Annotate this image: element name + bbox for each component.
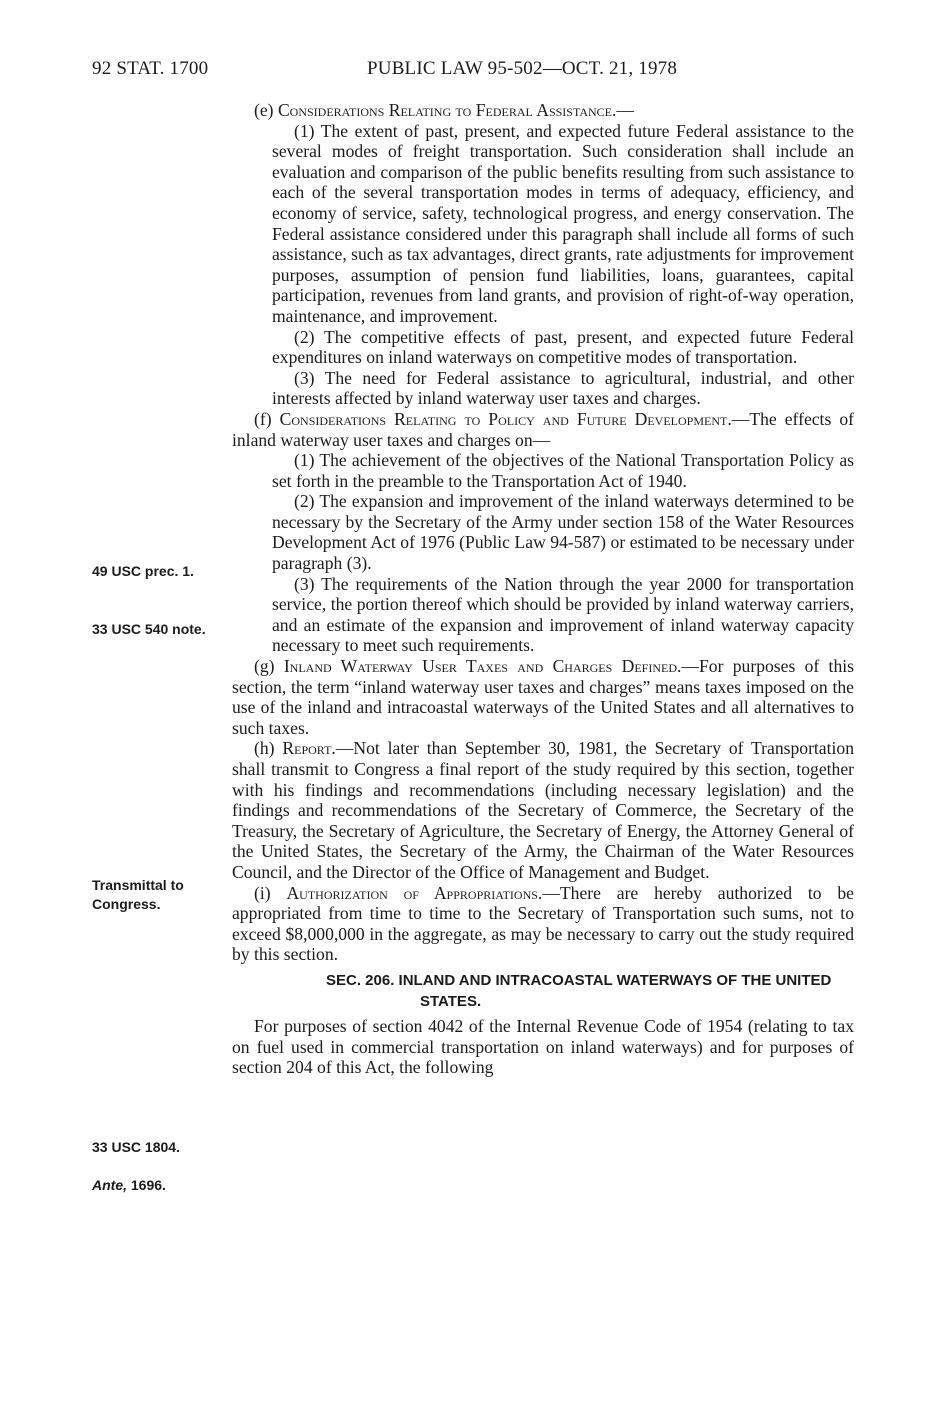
paragraph-f [232, 409, 854, 450]
paragraph-e-dash: — [616, 100, 634, 120]
paragraph-f1: (1) The achievement of the objectives of the National Transportation Policy as set forth in the preamble to the Transportation Act of 1940. [272, 450, 854, 491]
margin-note-transmittal: Transmittal to Congress. [92, 877, 184, 912]
page-number: 92 STAT. 1700 [92, 58, 209, 79]
paragraph-h [232, 738, 854, 882]
paragraph-i-text: —There are hereby authorized to be appropriated from time to time to the Secretary of Transportation such sums, not to exceed $8,000,000 in the aggregate, as may be necessary to carry out the study required by this section. [232, 882, 854, 965]
section-206-text: For purposes of section 4042 of the Internal Revenue Code of 1954 (relating to tax on fuel used in commercial transportation on inland waterways) and for purposes of section 204 of this Act, the following [232, 1016, 854, 1078]
paragraph-g [232, 656, 854, 738]
paragraph-e3: (3) The need for Federal assistance to agricultural, industrial, and other interests affected by inland waterway user taxes and charges. [272, 367, 854, 409]
paragraph-e-label: (e) [254, 100, 278, 120]
paragraph-e1: (1) The extent of past, present, and expected future Federal assistance to the several modes of freight transportation. Such consideration shall include an evaluation and comparison of the public benefits resulting from such assistance to each of the several transportation modes in terms of adequacy, efficiency, and economy of service, safety, technological progress, and energy conservation. The Federal assistance considered under this paragraph shall include all forms of such assistance, such as tax advantages, direct grants, rate adjustments for improvement purposes, assumption of pension fund liabilities, loans, guarantees, capital participation, revenues from land grants, and provision of right-of-way operation, maintenance, and improvement. [272, 120, 854, 326]
margin-note-33-usc-540: 33 USC 540 note. [92, 621, 206, 637]
margin-note-33-usc-1804: 33 USC 1804. [92, 1139, 180, 1155]
paragraph-e2: (2) The competitive effects of past, present, and expected future Federal expenditures on inland waterways on competitive modes of transportation. [272, 326, 854, 368]
paragraph-h-title: Report. [282, 738, 336, 759]
paragraph-i-label: (i) [254, 882, 287, 903]
margin-note-49-usc: 49 USC prec. 1. [92, 563, 194, 579]
section-206-heading: SEC. 206. INLAND AND INTRACOASTAL WATERWAYS OF THE UNITED STATES. [326, 971, 832, 1010]
margin-note-ante-page: 1696. [127, 1177, 166, 1193]
paragraph-f-title: Considerations Relating to Policy and Future Development. [279, 408, 732, 429]
paragraph-g-text: —For purposes of this section, the term “inland waterway user taxes and charges” means taxes imposed on the use of the inland and intracoastal waterways of the United States and all alternatives to such taxes. [232, 656, 854, 738]
statute-text [232, 100, 854, 1078]
paragraph-i-title: Authorization of Appropriations. [286, 882, 543, 903]
paragraph-h-label: (h) [254, 738, 283, 759]
paragraph-f3: (3) The requirements of the Nation through the year 2000 for transportation service, the portion thereof which should be provided by inland waterway carriers, and an estimate of the expansion and improvement of inland waterway capacity necessary to meet such requirements. [272, 573, 854, 656]
paragraph-e-title: Considerations Relating to Federal Assistance. [277, 100, 617, 120]
paragraph-i [232, 883, 854, 965]
paragraph-f2: (2) The expansion and improvement of the inland waterways determined to be necessary by the Secretary of the Army under section 158 of the Water Resources Development Act of 1976 (Public Law 94-587) or estimated to be necessary under paragraph (3). [272, 491, 854, 574]
paragraph-f-label: (f) [254, 408, 280, 429]
margin-note-ante-italic: Ante, [92, 1177, 127, 1193]
margin-note-ante [92, 1176, 166, 1195]
running-head: PUBLIC LAW 95-502—OCT. 21, 1978 [367, 58, 678, 79]
paragraph-g-title: Inland Waterway User Taxes and Charges Defined. [283, 656, 682, 677]
paragraph-h-text: —Not later than September 30, 1981, the Secretary of Transportation shall transmit to Congress a final report of the study required by this section, together with his findings and recommendations (including necessary legislation) and the findings and recommendations of the Secretary of Commerce, the Secretary of the Treasury, the Secretary of Agriculture, the Secretary of Energy, the Attorney General of the United States, the Secretary of the Army, the Chairman of the Water Resources Council, and the Director of the Office of Management and Budget. [232, 738, 854, 882]
paragraph-f-text: —The effects of inland waterway user taxes and charges on— [232, 408, 854, 450]
paragraph-e-heading [232, 100, 854, 121]
paragraph-g-label: (g) [254, 656, 284, 677]
